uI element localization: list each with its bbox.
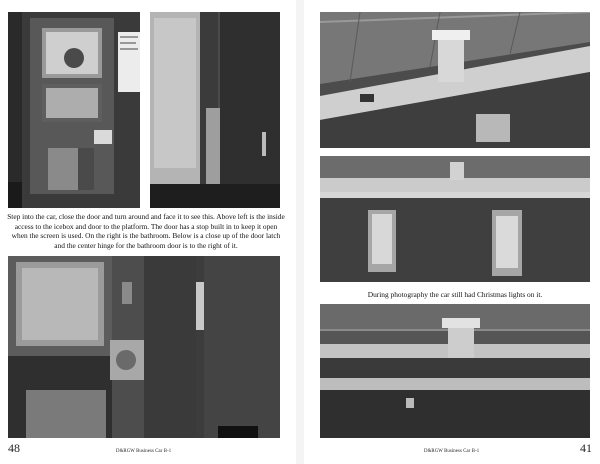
right-page (304, 0, 600, 464)
left-page-number: 48 (8, 441, 20, 455)
photo-car-roof-stack (320, 12, 590, 148)
photo-roof-vent-closeup (320, 304, 590, 438)
right-page-caption: During photography the car still had Christmas lights on it. (367, 290, 543, 299)
photo-bathroom-door (150, 12, 280, 208)
gutter (296, 0, 304, 464)
photo-door-latch (8, 256, 280, 438)
right-page-number: 41 (580, 441, 592, 455)
left-page-caption: Step into the car, close the door and turn around and face it to see this. Above left is the inside access to the icebox and door to the platform. The door has a stop built in to keep it open when the screen is used. On the right is the bathroom. Below is a close up of the door latch and the center hinge for the bathroom door is to the right of it. (7, 212, 285, 250)
left-page-footer: D&RGW Business Car B-1 (116, 449, 172, 454)
photo-interior-door (8, 12, 140, 208)
photo-side-windows (320, 156, 590, 282)
left-page (0, 0, 296, 464)
right-page-footer: D&RGW Business Car B-1 (424, 449, 480, 454)
